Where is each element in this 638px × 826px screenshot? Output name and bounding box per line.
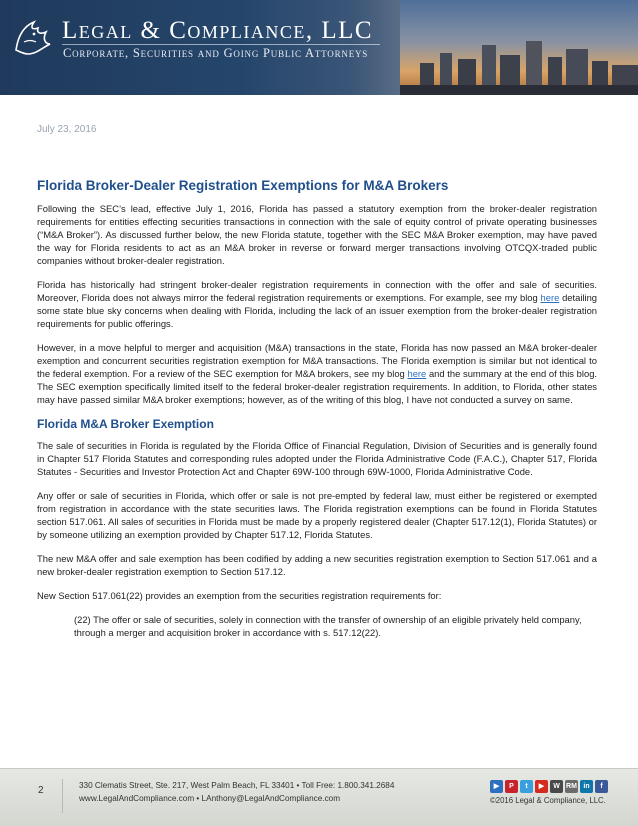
lion-logo-icon [10,14,54,58]
footer-copyright: ©2016 Legal & Compliance, LLC. [490,796,606,805]
post-title: Florida Broker-Dealer Registration Exemptions for M&A Brokers [37,178,449,193]
facebook-icon[interactable]: f [595,780,608,793]
article-body [37,178,597,639]
paragraph-7: New Section 517.061(22) provides an exemption from the securities registration requirements for: [37,590,442,601]
city-skyline-image [400,35,638,95]
rss-icon[interactable]: RM [565,780,578,793]
firm-tagline: Corporate, Securities and Going Public Attorneys [63,46,369,60]
paragraph-3-text-b: and the summary at the end of this blog. The SEC exemption specifically limited itself to the federal broker-dealer registration requirements. In addition, to Florida, other states may have passed similar M&A broker exemptions; however, as of the writing of this blog, I have not conducted a survey on same. [37,368,598,405]
play-icon[interactable]: ▶ [490,780,503,793]
blog-link-blue-sky[interactable]: here [540,292,560,303]
linkedin-icon[interactable]: in [580,780,593,793]
social-icons [490,780,608,793]
footer-divider [62,779,63,813]
page-number: 2 [38,785,44,796]
paragraph-2-text-a: Florida has historically had stringent broker-dealer registration requirements in connection with the offer and sale of securities. Moreover, Florida does not always mirror the federal registration requirements or exemptions. For example, see my blog [37,279,597,303]
footer-address: 330 Clematis Street, Ste. 217, West Palm Beach, FL 33401 • Toll Free: 1.800.341.2684 [79,781,395,790]
paragraph-6: The new M&A offer and sale exemption has been codified by adding a new securities registration exemption to Section 517.061 and a new broker-dealer registration exemption to Section 517.12. [37,553,597,577]
paragraph-2-text-b: detailing some state blue sky concerns when dealing with Florida, including the lack of an issuer exemption from the broker-dealer registration requirements for public offerings. [37,292,598,329]
paragraph-4: The sale of securities in Florida is regulated by the Florida Office of Financial Regulation, Division of Securities and is generally found in Chapter 517 Florida Statutes and corresponding rules adopted under the Florida Administrative Code (F.A.C.), Chapter 517, Florida Statutes - Securities and Investor Protection Act and Chapter 69W-100 through 69W-1000, Florida Administrative Code. [37,440,597,477]
twitter-icon[interactable]: t [520,780,533,793]
header-banner [0,0,638,95]
section-title: Florida M&A Broker Exemption [37,417,214,431]
post-date: July 23, 2016 [37,124,97,135]
footer-website[interactable]: www.LegalAndCompliance.com • LAnthony@LegalAndCompliance.com [79,794,341,803]
paragraph-3 [37,341,597,406]
paragraph-1: Following the SEC’s lead, effective July 1, 2016, Florida has passed a statutory exemption from the broker-dealer registration requirements for entities effecting securities transactions in connection with the sale of equity control of private operating businesses (“M&A Broker”). As discussed further below, the new Florida statute, together with the SEC M&A Broker exemption, may have paved the way for Florida residents to act as an M&A broker in reverse or forward merger transactions involving OTCQX-traded public companies without broker-dealer registration. [37,203,597,266]
pinterest-icon[interactable]: P [505,780,518,793]
paragraph-3-text-a: However, in a move helpful to merger and acquisition (M&A) transactions in the state, Florida has now passed an M&A broker-dealer exemption and concurrent securities registration exemption for M&A transactions. The Florida exemption is similar but not identical to the federal exemption. For a review of the SEC exemption for M&A brokers, see my blog [37,342,597,379]
firm-name: Legal & Compliance, LLC [62,17,374,44]
blog-link-sec-exemption[interactable]: here [407,368,427,379]
youtube-icon[interactable]: ▶ [535,780,548,793]
page-footer [0,768,638,826]
wordpress-icon[interactable]: W [550,780,563,793]
header-rule [62,44,380,45]
paragraph-2 [37,278,597,330]
statute-quote: (22) The offer or sale of securities, solely in connection with the transfer of ownership of an eligible privately held company, through a merger and acquisition broker in accordance with s. 517.12(22). [74,614,582,638]
paragraph-5: Any offer or sale of securities in Florida, which offer or sale is not pre-empted by federal law, must either be registered or exempted from registration in accordance with the state securities laws. The Florida registration exemptions can be found in Florida Statutes section 517.061. All sales of securities in Florida must be made by a properly registered dealer (Chapter 517.12(1), Florida Statutes) or by someone utilizing an exemption provided by Chapter 517.12, Florida Statutes. [37,490,597,540]
